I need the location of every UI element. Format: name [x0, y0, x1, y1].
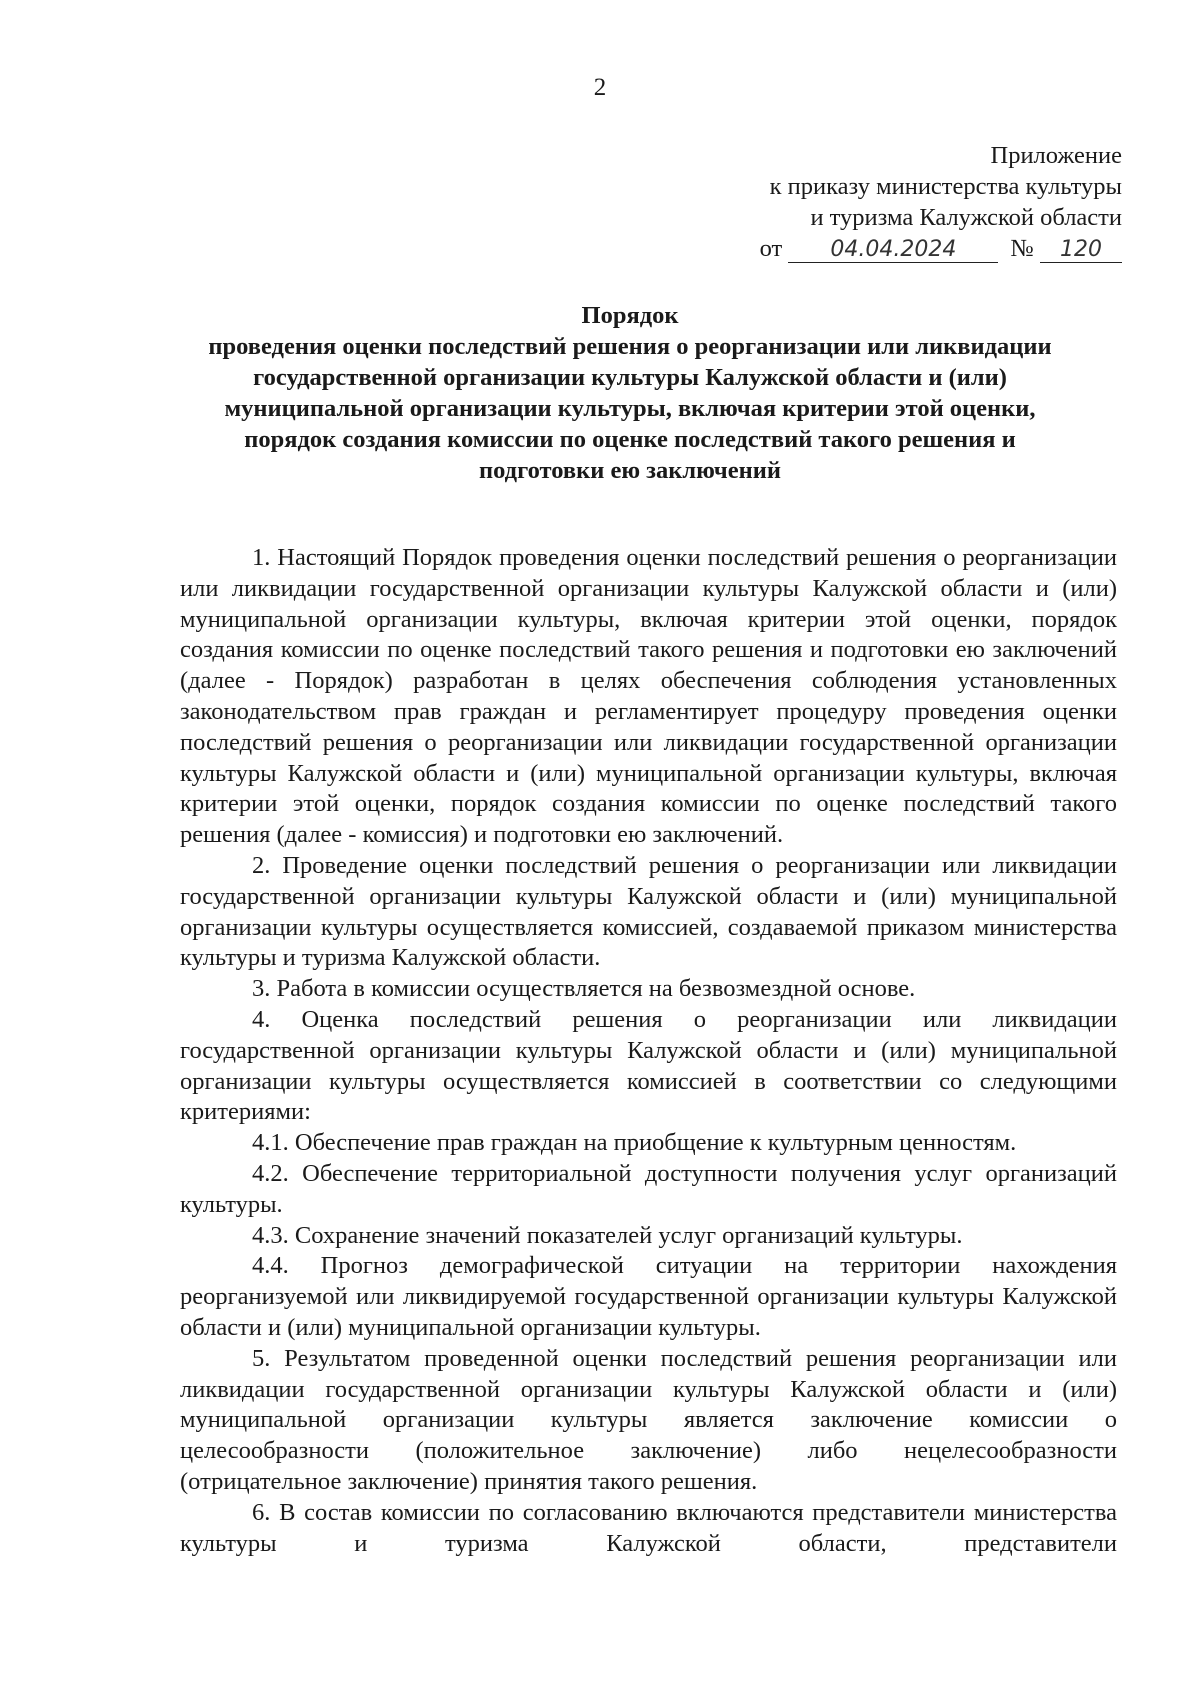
- paragraph-5: 5. Результатом проведенной оценки последствий решения реорганизации или ликвидации государственной организации культуры Калужской области и (или) муниципальной организации культуры является заключение комиссии о целесообразности (положительное заключение) либо нецелесообразности (отрицательное заключение) принятия такого решения.: [180, 1344, 1117, 1495]
- paragraph-4-3: 4.3. Сохранение значений показателей услуг организаций культуры.: [252, 1221, 963, 1249]
- appendix-order-ref: к приказу министерства культуры: [769, 173, 1122, 200]
- paragraph-1: 1. Настоящий Порядок проведения оценки последствий решения о реорганизации или ликвидации государственной организации культуры Калужской области и (или) муниципальной организации культуры, включая критерии этой оценки, порядок создания комиссии по оценке последствий такого решения и подготовки ею заключений (далее - Порядок) разработан в целях обеспечения соблюдения установленных законодательством прав граждан и регламентирует процедуру проведения оценки последствий решения о реорганизации или ликвидации государственной организации культуры Калужской области и (или) муниципальной организации культуры, включая критерии этой оценки, порядок создания комиссии по оценке последствий такого решения (далее - комиссия) и подготовки ею заключений.: [180, 544, 1117, 849]
- appendix-ministry: и туризма Калужской области: [810, 204, 1122, 231]
- handwritten-number: 120: [1040, 238, 1122, 263]
- appendix-title: Приложение: [990, 142, 1122, 169]
- document-body: [180, 543, 1117, 1559]
- title-line: проведения оценки последствий решения о реорганизации или ликвидации: [208, 333, 1052, 360]
- paragraph-4-2: 4.2. Обеспечение территориальной доступности получения услуг организаций культуры.: [180, 1159, 1117, 1218]
- paragraph-4: 4. Оценка последствий решения о реорганизации или ликвидации государственной организации культуры Калужской области и (или) муниципальной организации культуры осуществляется комиссией в соответствии со следующими критериями:: [180, 1005, 1117, 1126]
- handwritten-date: 04.04.2024: [788, 238, 998, 263]
- paragraph-4-4: 4.4. Прогноз демографической ситуации на территории нахождения реорганизуемой или ликвидируемой государственной организации культуры Калужской области и (или) муниципальной организации культуры.: [180, 1252, 1117, 1341]
- paragraph-4-1: 4.1. Обеспечение прав граждан на приобщение к культурным ценностям.: [252, 1129, 1017, 1157]
- document-title: [180, 300, 1080, 486]
- title-line: порядок создания комиссии по оценке последствий такого решения и: [244, 426, 1016, 453]
- title-line: муниципальной организации культуры, включая критерии этой оценки,: [224, 395, 1036, 422]
- paragraph-6: 6. В состав комиссии по согласованию включаются представители министерства культуры и туризма Калужской области, представители: [180, 1498, 1117, 1557]
- title-line: подготовки ею заключений: [479, 457, 781, 484]
- page-number: 2: [593, 74, 607, 101]
- appendix-block: [760, 140, 1122, 264]
- title-heading: Порядок: [581, 302, 679, 329]
- paragraph-2: 2. Проведение оценки последствий решения о реорганизации или ликвидации государственной организации культуры Калужской области и (или) муниципальной организации культуры осуществляется комиссией, создаваемой приказом министерства культуры и туризма Калужской области.: [180, 851, 1117, 972]
- number-label: №: [1010, 235, 1034, 262]
- title-line: государственной организации культуры Калужской области и (или): [253, 364, 1007, 391]
- appendix-date-number-row: [760, 233, 1122, 264]
- paragraph-3: 3. Работа в комиссии осуществляется на безвозмездной основе.: [252, 975, 916, 1003]
- date-prefix: от: [759, 235, 783, 262]
